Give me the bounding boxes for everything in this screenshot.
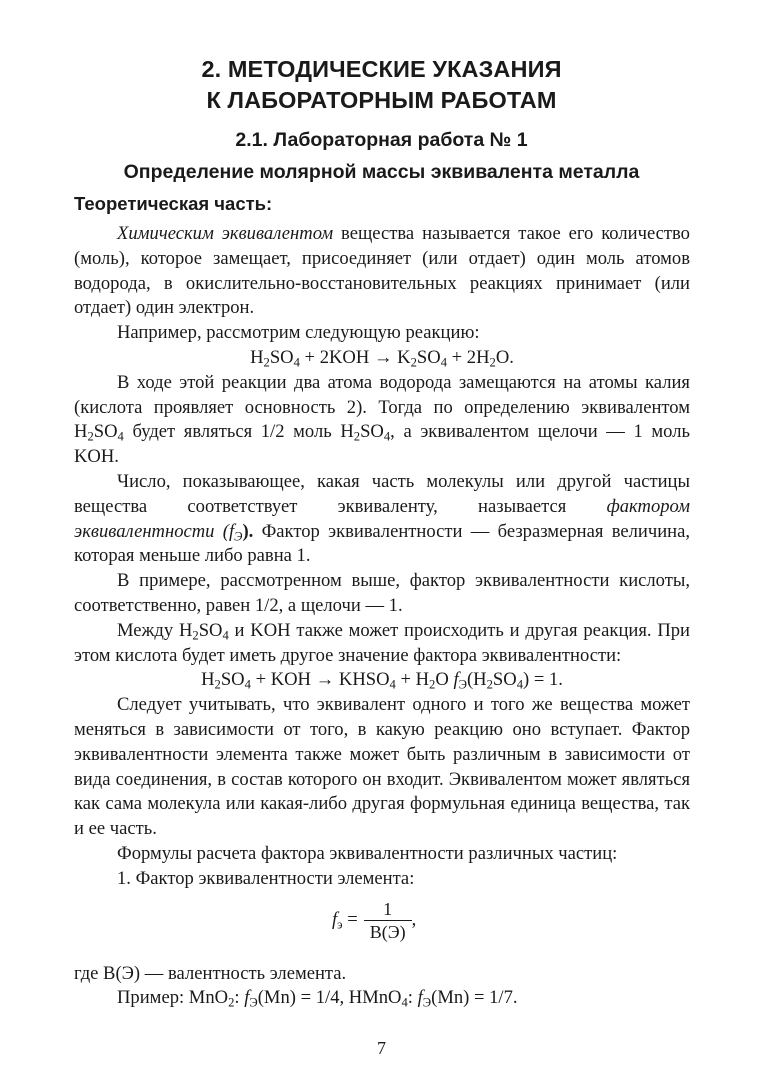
term-chemical-equivalent: Химическим эквивалентом xyxy=(117,223,334,244)
chapter-title-line2: К ЛАБОРАТОРНЫМ РАБОТАМ xyxy=(206,87,557,113)
chapter-title xyxy=(0,54,763,116)
chapter-title-line1: 2. МЕТОДИЧЕСКИЕ УКАЗАНИЯ xyxy=(201,56,562,82)
reaction-equation-2: $H_2SO_4$ + KOH → $KHSO_4 + H_2O$ $f_Э(H_2SO_4) = 1$. xyxy=(201,669,563,692)
lab-title-line2: Определение молярной массы эквивалента металла xyxy=(123,161,640,183)
paragraph-definition: Химическим эквивалентом вещества называется такое его количество (моль), которое замещает, присоединяет (или отдает) один моль атомов водорода, в окислительно-восстановительных реакциях принимает (или отдает) один электрон. xyxy=(74,223,690,319)
paragraph-example-mn: Пример: MnO$_2$: $f_Э(Mn) = 1/4$, HMnO$_4$: $f_Э(Mn) = 1/7$. xyxy=(117,987,518,1010)
paragraph-reaction-explanation: В ходе этой реакции два атома водорода замещаются на атомы калия (кислота проявляет основность 2). Тогда по определению эквивалентом $H_2SO_4$ будет являться 1/2 моль $H_2SO_4$, а эквивалентом щелочи — 1 моль KOH. xyxy=(74,371,690,468)
list-item-element-factor: 1. Фактор эквивалентности элемента: xyxy=(117,867,415,889)
paragraph-factor-values: В примере, рассмотренном выше, фактор эквивалентности кислоты, соответственно, равен 1/2, а щелочи — 1. xyxy=(74,570,690,616)
paragraph-formulas-intro: Формулы расчета фактора эквивалентности различных частиц: xyxy=(117,842,618,864)
formula-lhs: $f_э$ = xyxy=(332,908,358,932)
reaction-equation-1: $H_2SO_4 + 2KOH \to K_2SO_4 + 2H_2O$. xyxy=(250,346,514,370)
factor-formula: $f_э$ = $\frac{1}{В(Э)}$ , xyxy=(332,898,417,942)
fraction xyxy=(364,898,412,943)
term-equivalence-factor: фактором эквивалентности ($f_Э$ xyxy=(74,495,690,544)
paragraph-note: Следует учитывать, что эквивалент одного и того же вещества может меняться в зависимости от того, в какую реакцию оно вступает. Фактор эквивалентности элемента также может быть различным в зависимости от вида соединения, в состав которого он входит. Эквивалентом может являться как сама молекула или какая-либо другая формульная единица вещества, так и ее часть. xyxy=(74,694,690,840)
lab-title xyxy=(0,124,763,188)
paragraph-equivalence-factor: Число, показывающее, какая часть молекулы или другой частицы вещества соответствует эквиваленту, называется фактором эквивалентности $(f_Э)$. Фактор эквивалентности — безразмерная величина, которая меньше либо равна 1. xyxy=(74,470,690,567)
paragraph-example-intro: Например, рассмотрим следующую реакцию: xyxy=(117,322,480,344)
fraction-numerator: 1 xyxy=(364,898,412,921)
paragraph-other-reaction: Между $H_2SO_4$ и KOH также может происходить и другая реакция. При этом кислота будет иметь другое значение фактора эквивалентности: xyxy=(74,619,691,666)
paragraph-valence-definition: где В(Э) — валентность элемента. xyxy=(74,962,347,984)
lab-title-line1: 2.1. Лабораторная работа № 1 xyxy=(235,129,528,151)
page-number: 7 xyxy=(377,1038,386,1058)
fraction-denominator: В(Э) xyxy=(369,921,406,942)
body-text xyxy=(74,222,690,1011)
section-heading: Теоретическая часть: xyxy=(74,193,273,214)
